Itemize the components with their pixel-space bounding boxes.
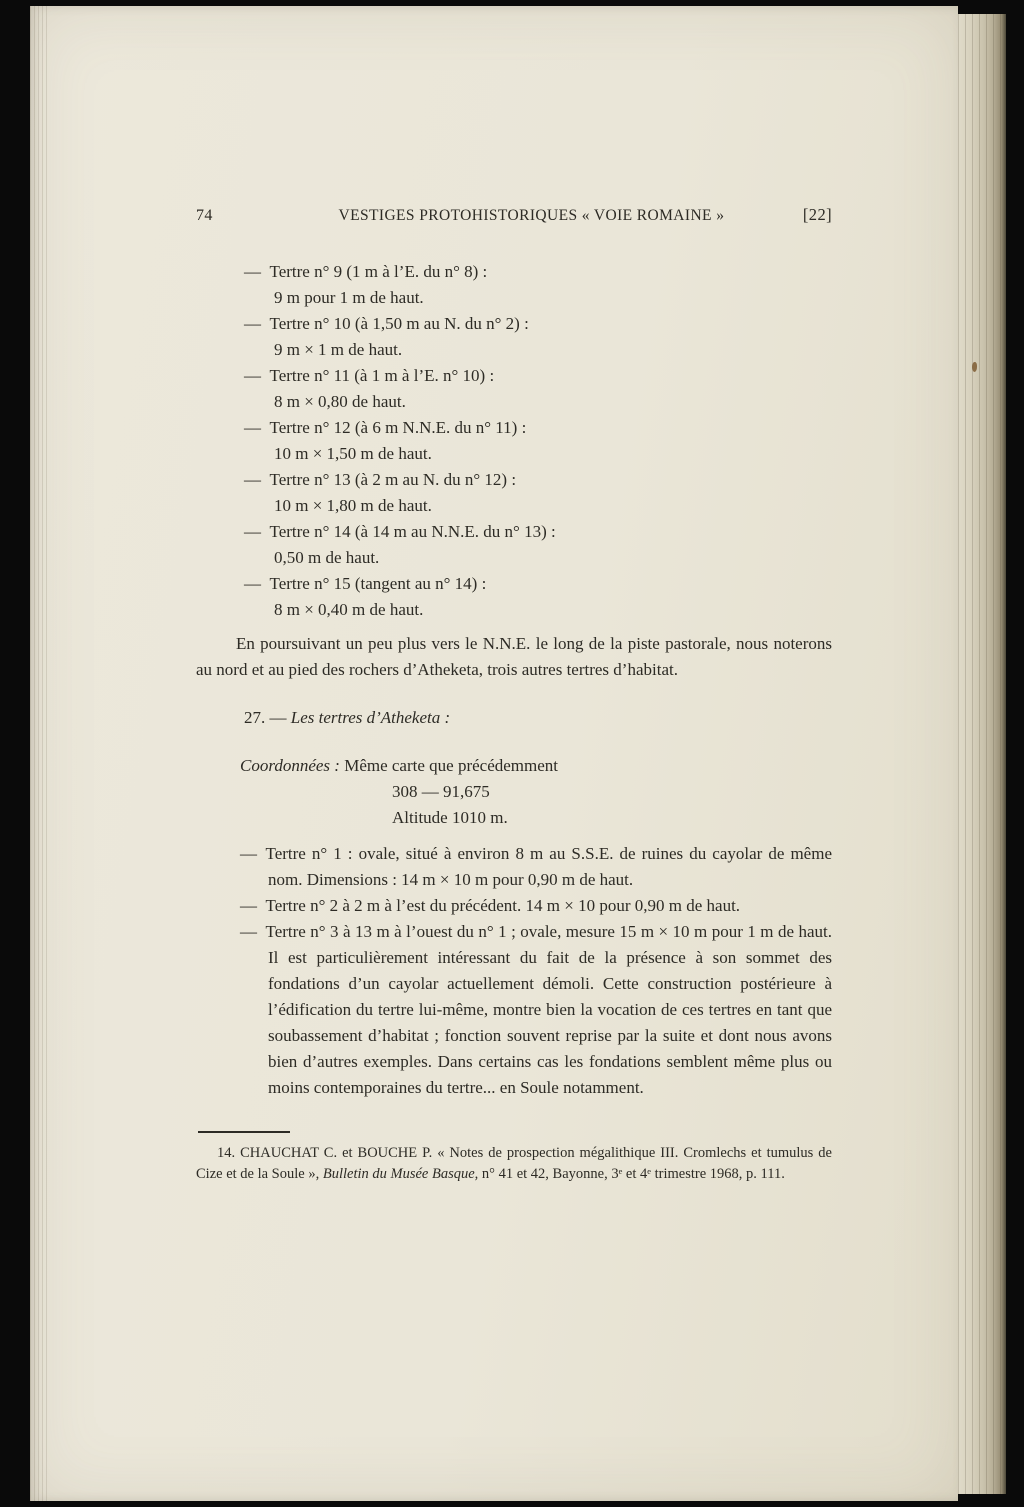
coordinates-line: 308 — 91,675 [392,782,490,801]
list-item [244,519,832,571]
coordinates-line: Altitude 1010 m. [392,808,508,827]
tertre-item-line: — Tertre n° 10 (à 1,50 m au N. du n° 2) : [244,314,529,333]
tertre-item-line: 9 m × 1 m de haut. [274,340,403,359]
footnote-citation-italic: Bulletin du Musée Basque, [322,1166,479,1182]
body-paragraph: En poursuivant un peu plus vers le N.N.E. le long de la piste pastorale, nous noterons au nord et au pied des rochers d’Atheketa, trois autres tertres d’habitat. [196,634,832,679]
tertre-item-line: — Tertre n° 11 (à 1 m à l’E. n° 10) : [244,366,495,385]
running-title: VESTIGES PROTOHISTORIQUES « VOIE ROMAINE » [338,207,725,224]
page-content [30,6,958,1185]
page-stack-right-edge [958,14,1006,1494]
tertre-item-line: 0,50 m de haut. [274,548,380,567]
list-item [244,571,832,623]
list-item [244,311,832,363]
tertre-item-line: — Tertre n° 9 (1 m à l’E. du n° 8) : [244,262,488,281]
list-item [244,415,832,467]
list-item: — Tertre n° 2 à 2 m à l’est du précédent. 14 m × 10 pour 0,90 m de haut. [240,896,741,915]
tertre-item-line: — Tertre n° 14 (à 14 m au N.N.E. du n° 13) : [244,522,556,541]
section-title: Les tertres d’Atheketa : [290,708,451,727]
section-heading [196,705,832,731]
coordinates-label: Coordonnées : [240,756,345,775]
paper-blemish [972,362,977,372]
tertre-item-line: 8 m × 0,80 de haut. [274,392,406,411]
footnote-text [196,1143,832,1185]
section-number: 27. — [244,708,291,727]
tertre-item-line: — Tertre n° 12 (à 6 m N.N.E. du n° 11) : [244,418,527,437]
list-item: — Tertre n° 3 à 13 m à l’ouest du n° 1 ; ovale, mesure 15 m × 10 m pour 1 m de haut. Il est particulièrement intéressant du fait de la présence à son sommet des fondations d’un cayolar actuellement démoli. Cette construction postérieure à l’édification du tertre lui-même, montre bien la vocation de ces tertres en tant que soubassement d’habitat ; fonction souvent reprise par la suite et dont nous avons bien d’autres exemples. Dans certains cas les fondations semblent même plus ou moins contemporaines du tertre... en Soule notamment. [240,922,832,1097]
tertre-list-2 [196,841,832,1101]
tertre-item-line: 9 m pour 1 m de haut. [274,288,424,307]
tertre-item-line: 10 m × 1,80 m de haut. [274,496,432,515]
coordinates-map: Même carte que précédemment [344,756,559,775]
footnote-citation: n° 41 et 42, Bayonne, 3ᵉ et 4ᵉ trimestre 1968, p. 111. [478,1166,785,1182]
footnote-separator [198,1131,290,1133]
page-header [196,202,832,229]
tertre-item-line: — Tertre n° 15 (tangent au n° 14) : [244,574,487,593]
list-item: — Tertre n° 1 : ovale, situé à environ 8 m au S.S.E. de ruines du cayolar de même nom. Dimensions : 14 m × 10 m pour 0,90 m de haut. [240,844,832,889]
tertre-list-1 [196,259,832,623]
bracket-reference: [22] [802,205,832,224]
tertre-item-line: 10 m × 1,50 m de haut. [274,444,432,463]
list-item [244,363,832,415]
tertre-item-line: 8 m × 0,40 m de haut. [274,600,424,619]
coordinates-block [196,753,832,831]
coordinates-line [240,753,832,779]
tertre-item-line: — Tertre n° 13 (à 2 m au N. du n° 12) : [244,470,517,489]
book-page [30,6,958,1501]
footnote [196,1131,832,1185]
footnote-citation: 14. CHAUCHAT C. et BOUCHE P. « Notes de prospection mégalithique III. Cromlechs et tumulus de Cize et de la Soule », [196,1145,832,1182]
page-number: 74 [196,207,213,224]
list-item [244,467,832,519]
list-item [244,259,832,311]
